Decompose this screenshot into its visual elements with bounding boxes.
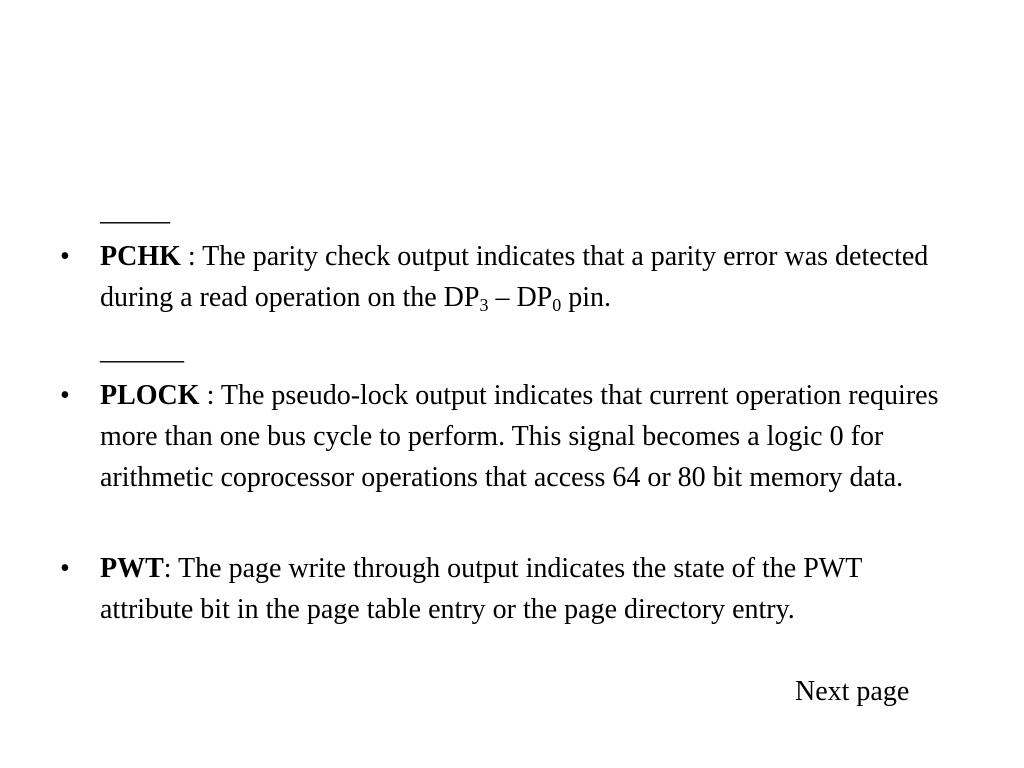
subscript-3: 3 bbox=[479, 295, 489, 315]
term-plock: PLOCK bbox=[100, 380, 200, 411]
pchk-description: : The parity check output indicates that a parity error was detected during a read operation on the DP bbox=[100, 241, 929, 313]
pwt-description: : The page write through output indicates the state of the PWT attribute bit in the page table entry or the page directory entry. bbox=[100, 553, 862, 625]
overbar-pchk: _____ bbox=[100, 196, 170, 227]
plock-description: : The pseudo-lock output indicates that current operation requires more than one bus cycle to perform. This signal becomes a logic 0 for arithmetic coprocessor operations that access 64 or 80 bit memory data. bbox=[100, 380, 939, 493]
pchk-description-end: pin. bbox=[561, 282, 612, 313]
bullet-item-plock bbox=[60, 375, 960, 498]
subscript-0: 0 bbox=[552, 295, 562, 315]
bullet-item-pchk bbox=[60, 236, 960, 318]
bullet-item-pwt bbox=[60, 548, 960, 630]
term-pwt: PWT bbox=[100, 553, 164, 584]
next-page-link[interactable]: Next page bbox=[795, 676, 910, 707]
pchk-description-mid: – DP bbox=[488, 282, 553, 313]
overbar-plock: ______ bbox=[100, 335, 184, 366]
term-pchk: PCHK bbox=[100, 241, 181, 272]
bullet-text-pchk bbox=[100, 236, 960, 318]
bullet-text-pwt bbox=[100, 548, 960, 630]
bullet-icon: • bbox=[60, 553, 70, 584]
bullet-icon: • bbox=[60, 241, 70, 272]
bullet-text-plock bbox=[100, 375, 960, 498]
bullet-icon: • bbox=[60, 380, 70, 411]
